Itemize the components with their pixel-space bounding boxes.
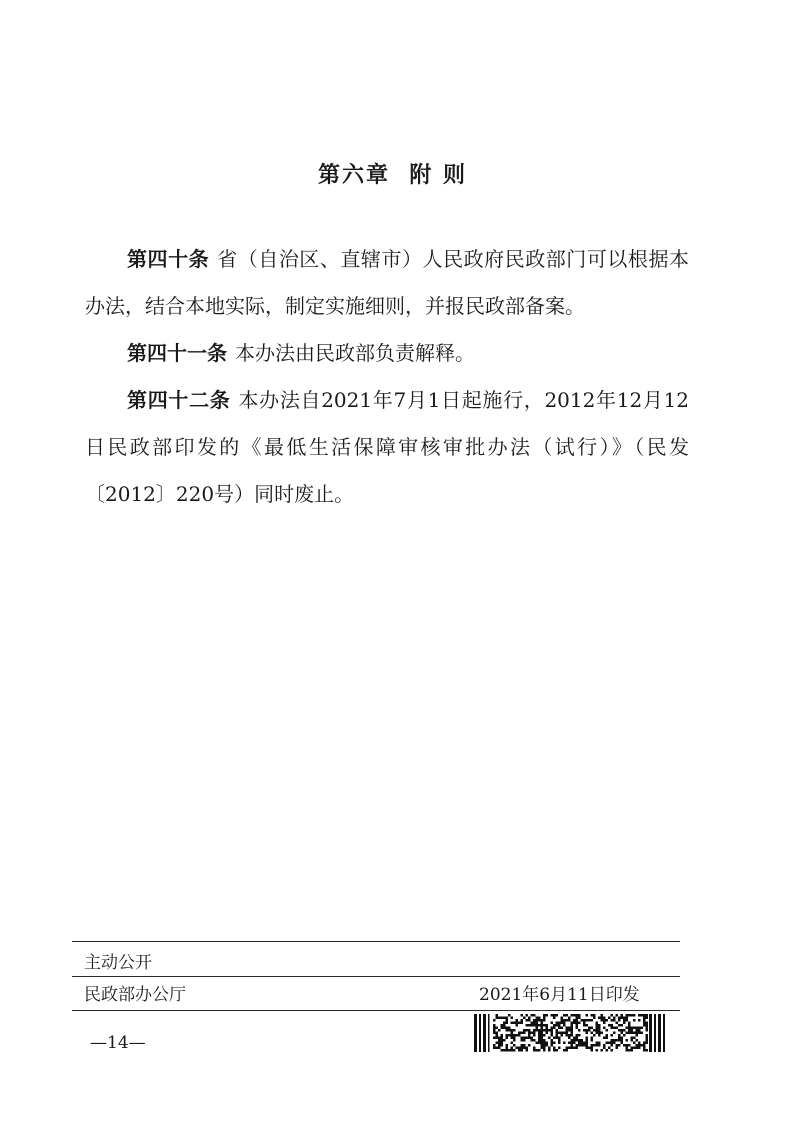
article-text: 本办法由民政部负责解释。: [235, 341, 475, 365]
article-41: [85, 330, 689, 377]
article-40: [85, 236, 689, 330]
chapter-title: 第六章 附 则: [318, 163, 467, 188]
article-text: 本办法自2021年7月1日起施行，2012年12月12日民政部印发的《最低生活保障审核审批办法（试行）》（民发〔2012〕220号）同时废止。: [85, 388, 689, 506]
print-date: 2021年6月11日印发: [479, 985, 640, 1005]
disclosure-label: 主动公开: [84, 953, 152, 973]
article-42: [85, 377, 689, 518]
issuer-label: 民政部办公厅: [84, 985, 186, 1005]
footer-rule-bottom: [72, 1010, 680, 1011]
article-text: 省（自治区、直辖市）人民政府民政部门可以根据本办法，结合本地实际，制定实施细则，并报民政部备案。: [85, 247, 690, 318]
article-label: 第四十一条: [127, 341, 227, 365]
article-label: 第四十条: [127, 247, 210, 271]
article-label: 第四十二条: [127, 388, 231, 412]
page-number: —14—: [90, 1033, 146, 1053]
barcode-2d-icon: [474, 1014, 668, 1052]
footer-rule-middle: [72, 976, 680, 977]
document-body: [85, 236, 689, 518]
footer-rule-top: [72, 941, 680, 942]
